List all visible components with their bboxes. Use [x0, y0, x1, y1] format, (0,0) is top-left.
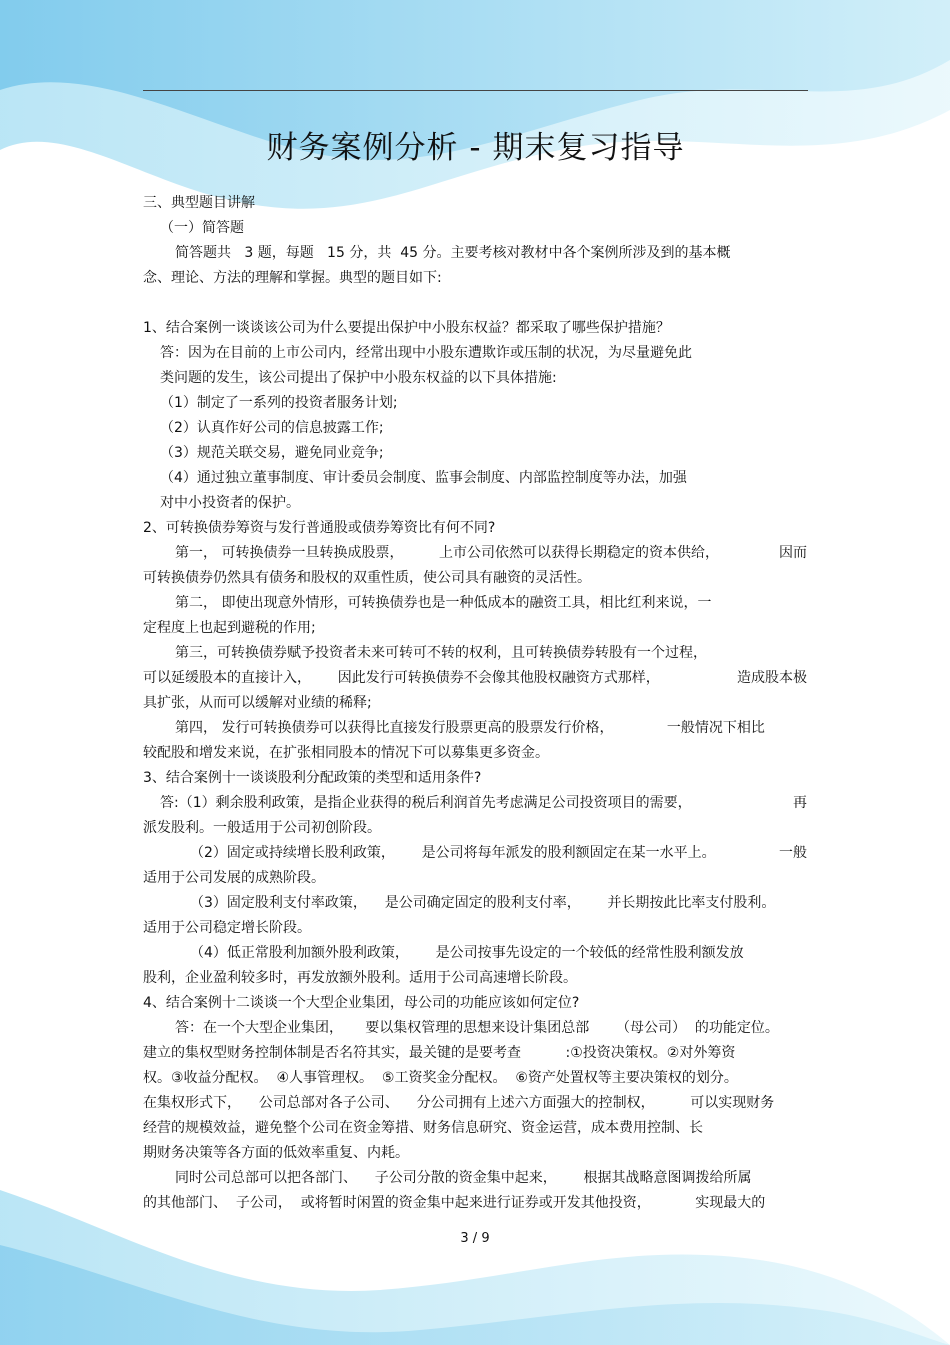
- text-line: 三、典型题目讲解: [143, 195, 255, 211]
- text-line: 适用于公司发展的成熟阶段。: [143, 870, 325, 886]
- text-line: 答：在一个大型企业集团， 要以集权管理的思想来设计集团总部 （母公司） 的功能定位。: [175, 1020, 779, 1036]
- text-line: 在集权形式下， 公司总部对各子公司、 分公司拥有上述六方面强大的控制权， 可以实现财务: [143, 1095, 775, 1111]
- text-line: （3）规范关联交易，避免同业竞争;: [160, 445, 384, 461]
- text-line: 经营的规模效益，避免整个公司在资金筹措、财务信息研究、资金运营，成本费用控制、长: [143, 1120, 703, 1136]
- text-line: 定程度上也起到避税的作用;: [143, 620, 316, 636]
- text-line: 念、理论、方法的理解和掌握。典型的题目如下:: [143, 270, 442, 286]
- text-line: 答:（1）剩余股利政策，是指企业获得的税后利润首先考虑满足公司投资项目的需要，: [160, 795, 692, 811]
- text-line: 1、结合案例一谈谈该公司为什么要提出保护中小股东权益？都采取了哪些保护措施？: [143, 320, 670, 336]
- text-line: 的其他部门、 子公司， 或将暂时闲置的资金集中起来进行证券或开发其他投资， 实现最大的: [143, 1195, 766, 1211]
- text-line: 类问题的发生，该公司提出了保护中小股东权益的以下具体措施:: [160, 370, 557, 386]
- text-line: （3）固定股利支付率政策， 是公司确定固定的股利支付率， 并长期按此比率支付股利。: [190, 895, 776, 911]
- text-line: （2）固定或持续增长股利政策， 是公司将每年派发的股利额固定在某一水平上。: [190, 845, 716, 861]
- page-number: 3 / 9: [460, 1231, 490, 1246]
- text-line: 第一， 可转换债券一旦转换成股票， 上市公司依然可以获得长期稳定的资本供给，: [175, 545, 720, 561]
- text-line: 权。③收益分配权。 ④人事管理权。 ⑤工资奖金分配权。 ⑥资产处置权等主要决策权的划分。: [143, 1070, 738, 1086]
- text-line: 具扩张，从而可以缓解对业绩的稀释;: [143, 695, 372, 711]
- text-line: 可以延缓股本的直接计入， 因此发行可转换债券不会像其他股权融资方式那样，: [143, 670, 660, 686]
- text-line: 第四， 发行可转换债券可以获得比直接发行股票更高的股票发行价格， 一般情况下相比: [175, 720, 765, 736]
- text-line: 4、结合案例十二谈谈一个大型企业集团，母公司的功能应该如何定位?: [143, 995, 580, 1011]
- text-line: （4）低正常股利加额外股利政策， 是公司按事先设定的一个较低的经常性股利额发放: [190, 945, 744, 961]
- text-line: 可转换债券仍然具有债务和股权的双重性质，使公司具有融资的灵活性。: [143, 570, 591, 586]
- text-line: 2、可转换债券筹资与发行普通股或债券筹资比有何不同?: [143, 520, 496, 536]
- text-line: 对中小投资者的保护。: [160, 495, 300, 511]
- text-line: 期财务决策等各方面的低效率重复、内耗。: [143, 1145, 409, 1161]
- text-line: （4）通过独立董事制度、审计委员会制度、监事会制度、内部监控制度等办法，加强: [160, 470, 687, 486]
- text-line-end: 再: [793, 795, 807, 811]
- document-title: 财务案例分析 - 期末复习指导: [266, 130, 685, 166]
- text-line: 第二， 即使出现意外情形，可转换债券也是一种低成本的融资工具，相比红利来说，一: [175, 595, 712, 611]
- text-line: 派发股利。一般适用于公司初创阶段。: [143, 820, 381, 836]
- text-line: 建立的集权型财务控制体制是否名符其实，最关键的是要考查 :①投资决策权。②对外筹资: [143, 1045, 736, 1061]
- text-line: 股利，企业盈利较多时，再发放额外股利。适用于公司高速增长阶段。: [143, 970, 577, 986]
- text-line-end: 造成股本极: [737, 670, 807, 686]
- text-line: 同时公司总部可以把各部门、 子公司分散的资金集中起来， 根据其战略意图调拨给所属: [175, 1170, 752, 1186]
- text-line-end: 因而: [779, 545, 807, 561]
- text-line: （1）制定了一系列的投资者服务计划;: [160, 395, 398, 411]
- text-line: 答：因为在目前的上市公司内，经常出现中小股东遭欺诈或压制的状况，为尽量避免此: [160, 345, 692, 361]
- text-line: 适用于公司稳定增长阶段。: [143, 920, 311, 936]
- header-rule: [143, 90, 808, 91]
- text-line: （一）简答题: [160, 220, 244, 236]
- text-line-end: 一般: [779, 845, 807, 861]
- text-line: 3、结合案例十一谈谈股利分配政策的类型和适用条件?: [143, 770, 482, 786]
- text-line: （2）认真作好公司的信息披露工作;: [160, 420, 384, 436]
- text-line: 较配股和增发来说，在扩张相同股本的情况下可以募集更多资金。: [143, 745, 549, 761]
- text-line: 第三，可转换债券赋予投资者未来可转可不转的权利，且可转换债券转股有一个过程，: [175, 645, 707, 661]
- text-line: 简答题共 3 题，每题 15 分，共 45 分。主要考核对教材中各个案例所涉及到的基本概: [175, 245, 731, 261]
